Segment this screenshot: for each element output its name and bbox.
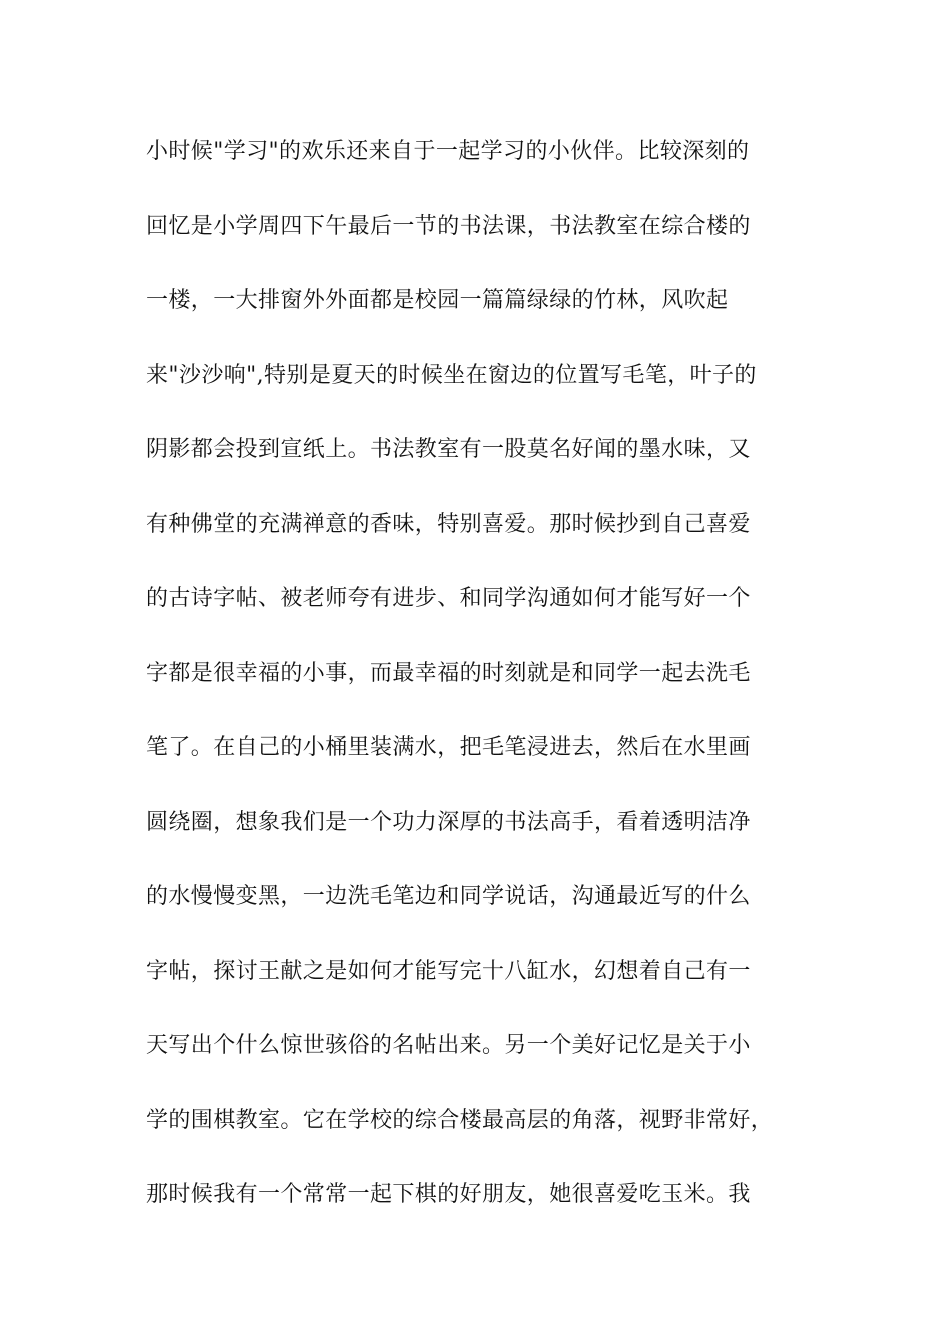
text-line: 一楼，一大排窗外外面都是校园一篇篇绿绿的竹林，风吹起 — [146, 288, 729, 313]
text-line: 那时候我有一个常常一起下棋的好朋友，她很喜爱吃玉米。我 — [146, 1182, 751, 1207]
body-paragraph — [146, 129, 826, 1247]
text-line: 圆绕圈，想象我们是一个功力深厚的书法高手，看着透明洁净 — [146, 809, 751, 835]
text-line: 笔了。在自己的小桶里装满水，把毛笔浸进去，然后在水里画 — [146, 735, 751, 760]
text-line: 的古诗字帖、被老师夸有进步、和同学沟通如何才能写好一个 — [146, 586, 751, 611]
text-line: 学的围棋教室。它在学校的综合楼最高层的角落，视野非常好， — [146, 1107, 774, 1133]
text-line: 字帖，探讨王献之是如何才能写完十八缸水，幻想着自己有一 — [146, 958, 751, 984]
text-line: 天写出个什么惊世骇俗的名帖出来。另一个美好记忆是关于小 — [146, 1033, 751, 1058]
text-line: 小时候"学习"的欢乐还来自于一起学习的小伙伴。比较深刻的 — [146, 139, 750, 164]
text-line: 回忆是小学周四下午最后一节的书法课，书法教室在综合楼的 — [146, 213, 751, 239]
text-line: 字都是很幸福的小事，而最幸福的时刻就是和同学一起去洗毛 — [146, 660, 751, 686]
text-line: 有种佛堂的充满禅意的香味，特别喜爱。那时候抄到自己喜爱 — [146, 511, 751, 537]
text-line: 阴影都会投到宣纸上。书法教室有一股莫名好闻的墨水味，又 — [146, 437, 751, 462]
text-line: 的水慢慢变黑，一边洗毛笔边和同学说话，沟通最近写的什么 — [146, 884, 751, 909]
text-line: 来"沙沙响",特别是夏天的时候坐在窗边的位置写毛笔，叶子的 — [146, 362, 757, 388]
